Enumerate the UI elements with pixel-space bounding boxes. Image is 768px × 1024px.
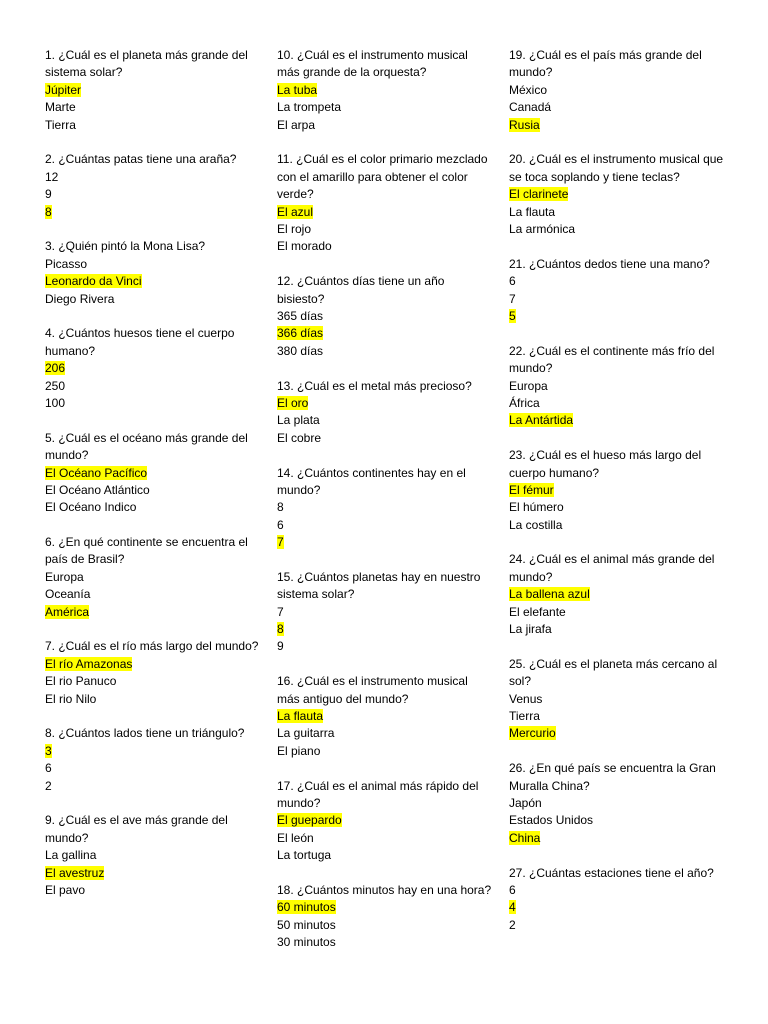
correct-answer-option xyxy=(45,865,263,882)
option-label: El arpa xyxy=(277,117,316,132)
answer-option xyxy=(509,604,727,621)
option-label: La tuba xyxy=(277,82,318,97)
correct-answer-option xyxy=(45,204,263,221)
option-label: Europa xyxy=(45,569,84,584)
question-text: 12. ¿Cuántos días tiene un año bisiesto? xyxy=(277,274,445,306)
option-label: 60 minutos xyxy=(277,900,336,915)
answer-option xyxy=(277,99,493,116)
answer-option xyxy=(45,395,263,412)
correct-answer-option xyxy=(45,273,263,290)
question-text: 5. ¿Cuál es el océano más grande del mundo? xyxy=(45,430,248,463)
option-label: Japón xyxy=(509,796,542,811)
option-label: La Antártida xyxy=(509,413,574,428)
answer-option xyxy=(509,621,727,638)
correct-answer-option xyxy=(45,360,263,377)
option-label: La costilla xyxy=(509,517,563,532)
option-label: 2 xyxy=(45,778,52,793)
question-text: 14. ¿Cuántos continentes hay en el mundo? xyxy=(277,465,466,497)
answer-option xyxy=(45,882,263,899)
option-label: 8 xyxy=(45,204,52,219)
option-label: Diego Rivera xyxy=(45,291,115,306)
answer-option xyxy=(45,169,263,186)
correct-answer-option xyxy=(277,621,493,638)
question-text: 22. ¿Cuál es el continente más frío del mundo? xyxy=(509,343,715,376)
answer-option xyxy=(45,691,263,708)
option-label: Estados Unidos xyxy=(509,813,594,828)
question-text: 26. ¿En qué país se encuentra la Gran Muralla China? xyxy=(509,761,716,793)
option-label: 5 xyxy=(509,308,516,323)
answer-option xyxy=(509,882,727,899)
option-label: La tortuga xyxy=(277,848,332,863)
question-text: 13. ¿Cuál es el metal más precioso? xyxy=(277,378,472,393)
correct-answer-option xyxy=(509,186,727,203)
question-block xyxy=(277,47,493,134)
answer-option xyxy=(277,725,493,742)
option-label: 12 xyxy=(45,169,59,184)
option-label: 6 xyxy=(509,883,516,897)
option-label: 50 minutos xyxy=(277,917,336,932)
option-label: 7 xyxy=(509,291,516,306)
quiz-column-3 xyxy=(509,47,727,952)
question-text: 10. ¿Cuál es el instrumento musical más grande de la orquesta? xyxy=(277,48,468,80)
question-text: 2. ¿Cuántas patas tiene una araña? xyxy=(45,152,237,167)
answer-option xyxy=(277,638,493,655)
option-label: Venus xyxy=(509,691,543,706)
option-label: 366 días xyxy=(277,326,324,341)
option-label: China xyxy=(509,830,541,845)
correct-answer-option xyxy=(509,830,727,847)
question-text: 18. ¿Cuántos minutos hay en una hora? xyxy=(277,883,492,897)
answer-option xyxy=(509,499,727,516)
question-block xyxy=(45,325,263,412)
answer-option xyxy=(45,847,263,864)
question-block xyxy=(509,256,727,326)
option-label: México xyxy=(509,82,548,97)
question-block xyxy=(45,534,263,621)
answer-option xyxy=(509,221,727,238)
answer-option xyxy=(277,499,493,516)
question-text: 27. ¿Cuántas estaciones tiene el año? xyxy=(509,865,714,880)
option-label: El pavo xyxy=(45,882,86,897)
answer-option xyxy=(509,99,727,116)
question-block xyxy=(509,551,727,638)
option-label: 365 días xyxy=(277,308,324,323)
option-label: El rio Nilo xyxy=(45,691,97,706)
option-label: 6 xyxy=(45,761,52,776)
option-label: 8 xyxy=(277,500,284,515)
option-label: El Océano Pacífico xyxy=(45,465,148,480)
answer-option xyxy=(277,308,493,325)
option-label: La guitarra xyxy=(277,726,335,741)
option-label: 100 xyxy=(45,395,66,410)
option-label: 7 xyxy=(277,604,284,619)
question-text: 21. ¿Cuántos dedos tiene una mano? xyxy=(509,256,710,271)
option-label: La gallina xyxy=(45,848,97,863)
question-block xyxy=(509,343,727,430)
option-label: El río Amazonas xyxy=(45,656,133,671)
option-label: La flauta xyxy=(509,204,556,219)
answer-option xyxy=(45,499,263,516)
answer-option xyxy=(45,482,263,499)
question-block xyxy=(509,151,727,238)
question-text: 23. ¿Cuál es el hueso más largo del cuerpo humano? xyxy=(509,448,702,480)
correct-answer-option xyxy=(277,534,493,551)
answer-option xyxy=(277,221,493,238)
option-label: 3 xyxy=(45,743,52,758)
option-label: Picasso xyxy=(45,256,88,271)
answer-option xyxy=(277,117,493,134)
quiz-column-1 xyxy=(45,47,263,917)
option-label: Tierra xyxy=(45,117,76,132)
question-text: 4. ¿Cuántos huesos tiene el cuerpo humano? xyxy=(45,326,235,358)
answer-option xyxy=(277,430,493,447)
option-label: Tierra xyxy=(509,709,540,724)
answer-option xyxy=(509,917,727,934)
correct-answer-option xyxy=(45,656,263,673)
option-label: 6 xyxy=(509,274,516,289)
option-label: El Océano Atlántico xyxy=(45,482,150,497)
answer-option xyxy=(509,204,727,221)
option-label: El avestruz xyxy=(45,865,105,880)
question-block xyxy=(277,273,493,360)
answer-option xyxy=(509,517,727,534)
question-text: 3. ¿Quién pintó la Mona Lisa? xyxy=(45,239,206,254)
question-text: 7. ¿Cuál es el río más largo del mundo? xyxy=(45,639,259,654)
option-label: 206 xyxy=(45,361,66,376)
correct-answer-option xyxy=(277,82,493,99)
question-text: 17. ¿Cuál es el animal más rápido del mundo? xyxy=(277,778,479,811)
option-label: Europa xyxy=(509,378,548,393)
answer-option xyxy=(45,760,263,777)
question-block xyxy=(509,865,727,935)
answer-option xyxy=(277,847,493,864)
option-label: África xyxy=(509,395,540,410)
correct-answer-option xyxy=(277,812,493,829)
option-label: Marte xyxy=(45,100,76,115)
answer-option xyxy=(45,378,263,395)
question-block xyxy=(509,760,727,847)
correct-answer-option xyxy=(509,725,727,742)
option-label: Rusia xyxy=(509,117,540,132)
answer-option xyxy=(509,691,727,708)
option-label: Leonardo da Vinci xyxy=(45,274,142,289)
answer-option xyxy=(277,917,493,934)
question-block xyxy=(509,47,727,134)
question-text: 15. ¿Cuántos planetas hay en nuestro sistema solar? xyxy=(277,569,481,602)
answer-option xyxy=(45,291,263,308)
option-label: Canadá xyxy=(509,100,552,115)
question-block xyxy=(45,812,263,899)
question-block xyxy=(277,378,493,448)
question-block xyxy=(277,151,493,255)
correct-answer-option xyxy=(509,482,727,499)
question-text: 16. ¿Cuál es el instrumento musical más antiguo del mundo? xyxy=(277,674,468,706)
answer-option xyxy=(277,830,493,847)
question-block xyxy=(45,238,263,308)
option-label: La plata xyxy=(277,413,320,428)
option-label: Oceanía xyxy=(45,587,91,602)
answer-option xyxy=(277,238,493,255)
question-text: 9. ¿Cuál es el ave más grande del mundo? xyxy=(45,813,228,845)
answer-option xyxy=(509,795,727,812)
option-label: El oro xyxy=(277,395,309,410)
answer-option xyxy=(45,117,263,134)
question-block xyxy=(277,569,493,656)
question-block xyxy=(509,447,727,534)
option-label: 9 xyxy=(45,187,52,202)
question-block xyxy=(277,673,493,760)
correct-answer-option xyxy=(45,743,263,760)
question-text: 11. ¿Cuál es el color primario mezclado con el amarillo para obtener el color verde? xyxy=(277,152,488,202)
question-block xyxy=(45,151,263,221)
answer-option xyxy=(45,586,263,603)
correct-answer-option xyxy=(277,899,493,916)
answer-option xyxy=(277,604,493,621)
option-label: 6 xyxy=(277,517,284,532)
answer-option xyxy=(509,378,727,395)
option-label: 250 xyxy=(45,378,66,393)
option-label: El piano xyxy=(277,743,321,758)
option-label: El morado xyxy=(277,239,332,254)
question-block xyxy=(45,430,263,517)
correct-answer-option xyxy=(277,325,493,342)
answer-option xyxy=(277,343,493,360)
correct-answer-option xyxy=(277,395,493,412)
option-label: El guepardo xyxy=(277,813,342,828)
option-label: El rio Panuco xyxy=(45,674,117,689)
question-text: 8. ¿Cuántos lados tiene un triángulo? xyxy=(45,726,245,741)
correct-answer-option xyxy=(45,604,263,621)
option-label: 30 minutos xyxy=(277,935,336,950)
correct-answer-option xyxy=(45,82,263,99)
answer-option xyxy=(509,291,727,308)
option-label: El húmero xyxy=(509,500,564,515)
correct-answer-option xyxy=(509,117,727,134)
option-label: 4 xyxy=(509,900,516,915)
option-label: La armónica xyxy=(509,221,576,236)
option-label: 380 días xyxy=(277,343,324,358)
answer-option xyxy=(509,395,727,412)
correct-answer-option xyxy=(509,586,727,603)
option-label: El león xyxy=(277,830,314,845)
option-label: El Océano Indico xyxy=(45,500,137,515)
question-block xyxy=(45,638,263,708)
answer-option xyxy=(45,99,263,116)
option-label: 7 xyxy=(277,535,284,550)
option-label: América xyxy=(45,604,90,619)
question-text: 19. ¿Cuál es el país más grande del mundo? xyxy=(509,48,702,80)
answer-option xyxy=(45,673,263,690)
option-label: La ballena azul xyxy=(509,587,590,602)
answer-option xyxy=(509,82,727,99)
question-block xyxy=(277,778,493,865)
answer-option xyxy=(45,569,263,586)
option-label: La flauta xyxy=(277,709,324,724)
question-block xyxy=(509,656,727,743)
option-label: El elefante xyxy=(509,604,566,619)
option-label: El rojo xyxy=(277,221,312,236)
answer-option xyxy=(509,708,727,725)
question-block xyxy=(45,47,263,134)
option-label: 9 xyxy=(277,639,284,654)
correct-answer-option xyxy=(509,412,727,429)
option-label: La trompeta xyxy=(277,100,342,115)
correct-answer-option xyxy=(277,204,493,221)
option-label: La jirafa xyxy=(509,622,552,637)
answer-option xyxy=(277,934,493,951)
answer-option xyxy=(45,778,263,795)
option-label: El clarinete xyxy=(509,187,569,202)
answer-option xyxy=(45,186,263,203)
question-text: 1. ¿Cuál es el planeta más grande del sistema solar? xyxy=(45,48,248,80)
option-label: El fémur xyxy=(509,482,554,497)
correct-answer-option xyxy=(509,899,727,916)
option-label: Júpiter xyxy=(45,82,82,97)
correct-answer-option xyxy=(277,708,493,725)
correct-answer-option xyxy=(45,465,263,482)
answer-option xyxy=(277,412,493,429)
correct-answer-option xyxy=(509,308,727,325)
option-label: El azul xyxy=(277,204,314,219)
answer-option xyxy=(45,256,263,273)
question-text: 24. ¿Cuál es el animal más grande del mundo? xyxy=(509,552,715,584)
answer-option xyxy=(277,517,493,534)
answer-option xyxy=(509,273,727,290)
option-label: El cobre xyxy=(277,430,322,445)
question-text: 20. ¿Cuál es el instrumento musical que se toca soplando y tiene teclas? xyxy=(509,152,724,184)
question-block xyxy=(277,882,493,952)
question-block xyxy=(45,725,263,795)
answer-option xyxy=(509,812,727,829)
question-text: 6. ¿En qué continente se encuentra el país de Brasil? xyxy=(45,535,248,567)
answer-option xyxy=(277,743,493,760)
question-text: 25. ¿Cuál es el planeta más cercano al sol? xyxy=(509,656,718,689)
question-block xyxy=(277,465,493,552)
option-label: 2 xyxy=(509,917,516,932)
quiz-column-2 xyxy=(277,47,493,969)
option-label: Mercurio xyxy=(509,726,556,741)
option-label: 8 xyxy=(277,622,284,637)
